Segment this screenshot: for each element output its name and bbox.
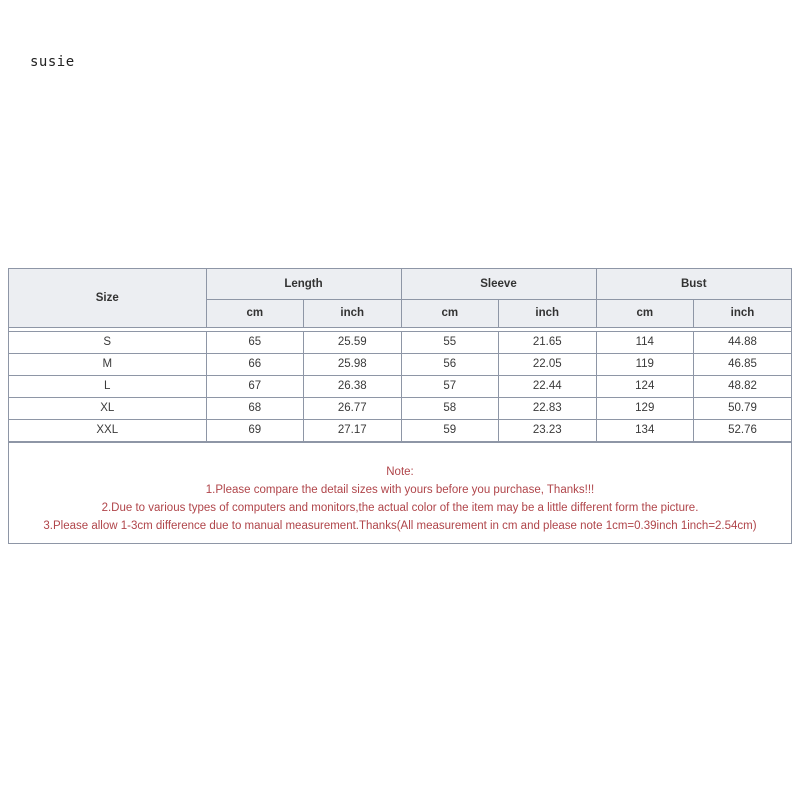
size-cell: XXL [9, 419, 206, 441]
table-cell: 57 [401, 375, 499, 397]
table-cell: 27.17 [304, 419, 402, 441]
sleeve-header: Sleeve [401, 269, 596, 299]
bust-header: Bust [596, 269, 791, 299]
table-cell: 59 [401, 419, 499, 441]
table-cell: 25.59 [304, 331, 402, 353]
table-cell: 48.82 [694, 375, 792, 397]
unit-header: inch [694, 299, 792, 327]
table-cell: 23.23 [499, 419, 597, 441]
table-cell: 21.65 [499, 331, 597, 353]
size-header: Size [9, 269, 206, 327]
size-cell: L [9, 375, 206, 397]
table-cell: 22.83 [499, 397, 597, 419]
note-title: Note: [386, 465, 414, 478]
table-cell: 67 [206, 375, 304, 397]
table-cell: 25.98 [304, 353, 402, 375]
table-cell: 66 [206, 353, 304, 375]
note-line: 3.Please allow 1-3cm difference due to manual measurement.Thanks(All measurement in cm and please note 1cm=0.39inch 1inch=2.54cm) [43, 519, 757, 532]
size-cell: S [9, 331, 206, 353]
table-cell: 22.05 [499, 353, 597, 375]
size-chart [8, 268, 792, 544]
table-row [9, 397, 791, 419]
table-cell: 52.76 [694, 419, 792, 441]
brand-name: susie [30, 54, 75, 70]
table-row [9, 375, 791, 397]
note-box [9, 442, 791, 543]
table-cell: 26.38 [304, 375, 402, 397]
table-cell: 65 [206, 331, 304, 353]
table-cell: 134 [596, 419, 694, 441]
size-table [9, 269, 791, 442]
table-row [9, 419, 791, 441]
size-cell: M [9, 353, 206, 375]
table-cell: 119 [596, 353, 694, 375]
table-cell: 114 [596, 331, 694, 353]
table-row [9, 331, 791, 353]
table-cell: 58 [401, 397, 499, 419]
table-cell: 68 [206, 397, 304, 419]
table-cell: 129 [596, 397, 694, 419]
table-cell: 50.79 [694, 397, 792, 419]
table-cell: 26.77 [304, 397, 402, 419]
group-header-row [9, 269, 791, 299]
table-cell: 46.85 [694, 353, 792, 375]
table-row [9, 353, 791, 375]
unit-header: inch [499, 299, 597, 327]
note-line: 1.Please compare the detail sizes with yours before you purchase, Thanks!!! [205, 483, 595, 496]
table-cell: 55 [401, 331, 499, 353]
unit-header: inch [304, 299, 402, 327]
table-cell: 124 [596, 375, 694, 397]
note-line: 2.Due to various types of computers and monitors,the actual color of the item may be a little different form the picture. [101, 501, 699, 514]
table-cell: 22.44 [499, 375, 597, 397]
unit-header: cm [206, 299, 304, 327]
size-cell: XL [9, 397, 206, 419]
table-cell: 56 [401, 353, 499, 375]
table-cell: 44.88 [694, 331, 792, 353]
unit-header: cm [596, 299, 694, 327]
unit-header: cm [401, 299, 499, 327]
table-cell: 69 [206, 419, 304, 441]
length-header: Length [206, 269, 401, 299]
